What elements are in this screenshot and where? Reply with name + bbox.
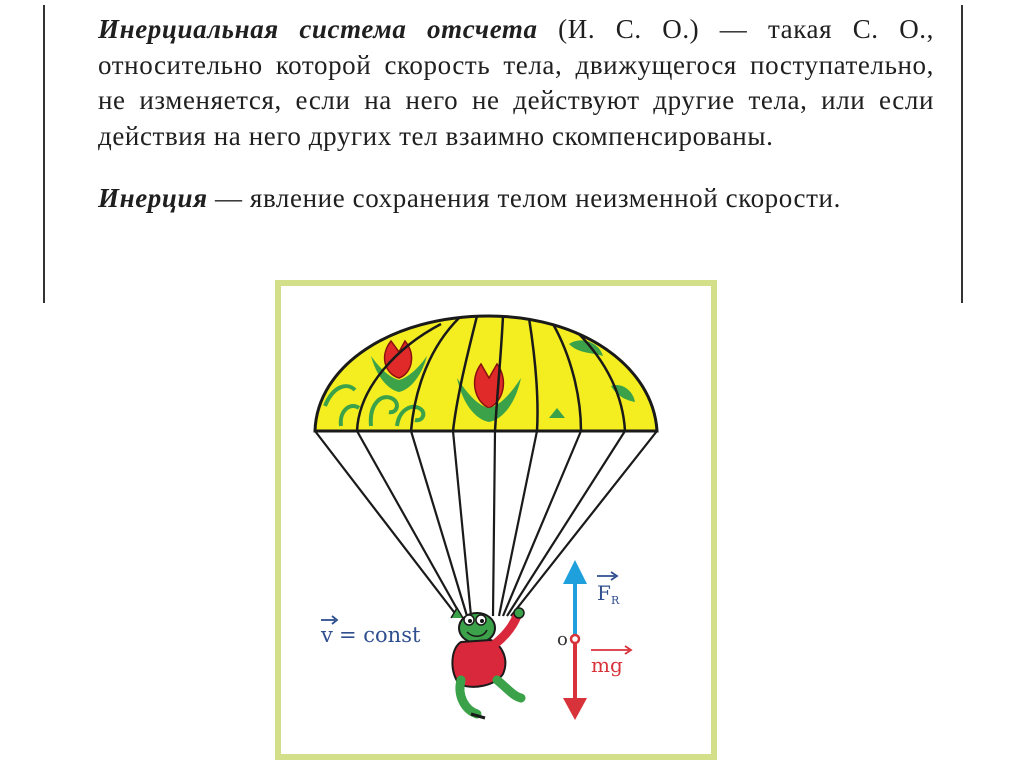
velocity-symbol: v [321, 623, 333, 647]
frog-parachutist [451, 608, 524, 718]
term-inertial-frame: Инерциальная система отсчета [98, 14, 538, 44]
arrow-up-icon [563, 560, 587, 584]
arrow-down-icon [563, 698, 587, 720]
origin-label: o [557, 629, 568, 650]
force-diagram [557, 560, 631, 720]
parachute-canopy [315, 316, 657, 431]
left-margin-rule [43, 5, 45, 303]
parachute-figure [275, 280, 717, 760]
definition-inertia [98, 181, 934, 217]
velocity-const: = const [339, 623, 421, 647]
origin-point [571, 635, 579, 643]
right-margin-rule [961, 5, 963, 303]
definition-inertial-frame-body: (И. С. О.) — такая С. О., относительно которой скорость тела, движущегося поступательно, не изменяется, если на него не действуют другие тела, или если действия на него других тел взаимно скомпенсированы. [98, 14, 934, 151]
definition-inertial-frame [98, 12, 934, 154]
parachute-illustration [281, 286, 711, 754]
term-inertia: Инерция [98, 183, 208, 213]
definition-inertia-body: — явление сохранения телом неизменной скорости. [207, 183, 841, 213]
force-symbol: F [597, 581, 611, 605]
velocity-label [320, 616, 421, 647]
force-subscript: R [611, 594, 620, 607]
gravity-label: mg [591, 653, 623, 677]
definitions-text [98, 12, 934, 217]
